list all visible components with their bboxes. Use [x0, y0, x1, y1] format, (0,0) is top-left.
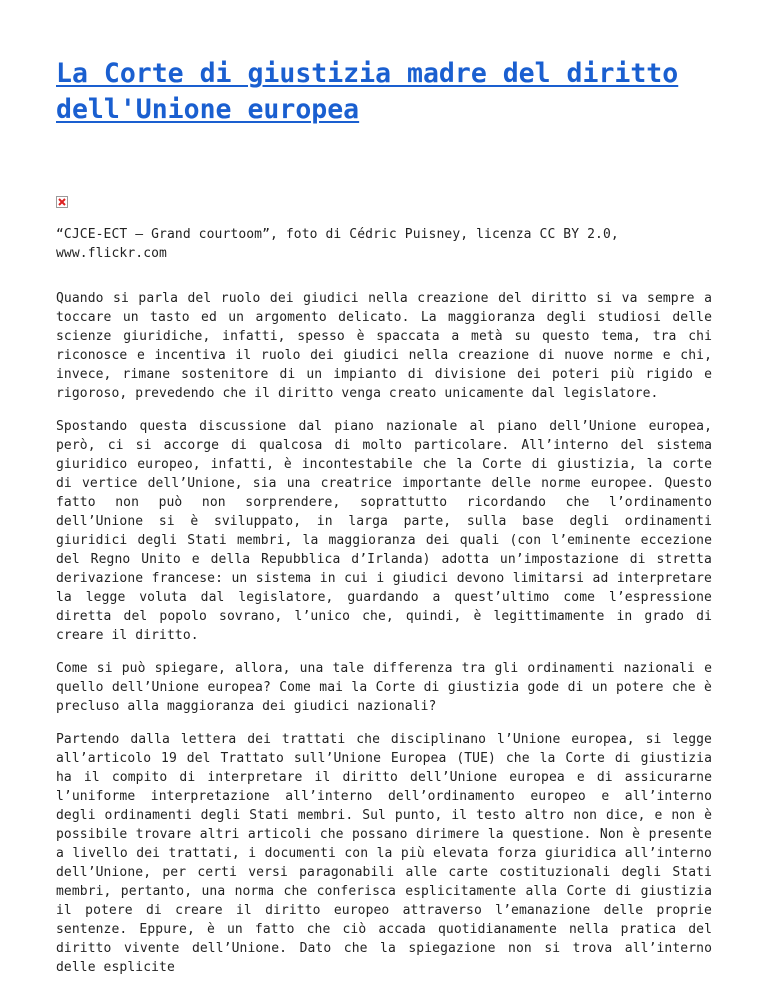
article	[56, 0, 712, 977]
broken-image-icon	[56, 196, 68, 208]
paragraph-4: Partendo dalla lettera dei trattati che disciplinano l’Unione europea, si legge all’articolo 19 del Trattato sull’Unione Europea (TUE) che la Corte di giustizia ha il compito di interpretare il diritto dell’Unione europea e di assicurarne l’uniforme interpretazione all’interno dell’ordinamento europeo e all’interno degli ordinamenti degli Stati membri. Sul punto, il testo altro non dice, e non è possibile trovare altri articoli che possano dirimere la questione. Non è presente a livello dei trattati, i documenti con la più elevata forza giuridica all’interno dell’Unione, per certi versi paragonabili alle carte costituzionali degli Stati membri, pertanto, una norma che conferisca esplicitamente alla Corte di giustizia il potere di creare il diritto europeo attraverso l’emanazione delle proprie sentenze. Eppure, è un fatto che ciò accada quotidianamente nella pratica del diritto vivente dell’Unione. Dato che la spiegazione non si trova all’interno delle esplicite	[56, 732, 712, 975]
paragraph-1: Quando si parla del ruolo dei giudici nella creazione del diritto si va sempre a toccare un tasto ed un argomento delicato. La maggioranza degli studiosi delle scienze giuridiche, infatti, spesso è spaccata a metà su questo tema, tra chi riconosce e incentiva il ruolo dei giudici nella creazione di nuove norme e chi, invece, rimane sostenitore di un impianto di divisione dei poteri più rigido e rigoroso, prevedendo che il diritto venga creato unicamente dal legislatore.	[56, 291, 712, 401]
paragraph-2: Spostando questa discussione dal piano nazionale al piano dell’Unione europea, però, ci si accorge di qualcosa di molto particolare. All’interno del sistema giuridico europeo, infatti, è incontestabile che la Corte di giustizia, la corte di vertice dell’Unione, sia una creatrice importante delle norme europee. Questo fatto non può non sorprendere, soprattutto ricordando che l’ordinamento dell’Unione si è sviluppato, in larga parte, sulla base degli ordinamenti giuridici degli Stati membri, la maggioranza dei quali (con l’eminente eccezione del Regno Unito e della Repubblica d’Irlanda) adotta un’impostazione di stretta derivazione francese: un sistema in cui i giudici devono limitarsi ad interpretare la legge voluta dal legislatore, guardando a quest’ultimo come l’espressione diretta del popolo sovrano, l’unico che, quindi, è legittimamente in grado di creare il diritto.	[56, 419, 712, 643]
paragraph-3: Come si può spiegare, allora, una tale differenza tra gli ordinamenti nazionali e quello dell’Unione europea? Come mai la Corte di giustizia gode di un potere che è precluso alla maggioranza dei giudici nazionali?	[56, 661, 712, 714]
image-caption: “CJCE-ECT – Grand courtoom”, foto di Cédric Puisney, licenza CC BY 2.0, www.flickr.com	[56, 227, 619, 261]
article-title-link[interactable]: La Corte di giustizia madre del diritto dell'Unione europea	[56, 58, 679, 125]
broken-image-x	[58, 198, 66, 206]
